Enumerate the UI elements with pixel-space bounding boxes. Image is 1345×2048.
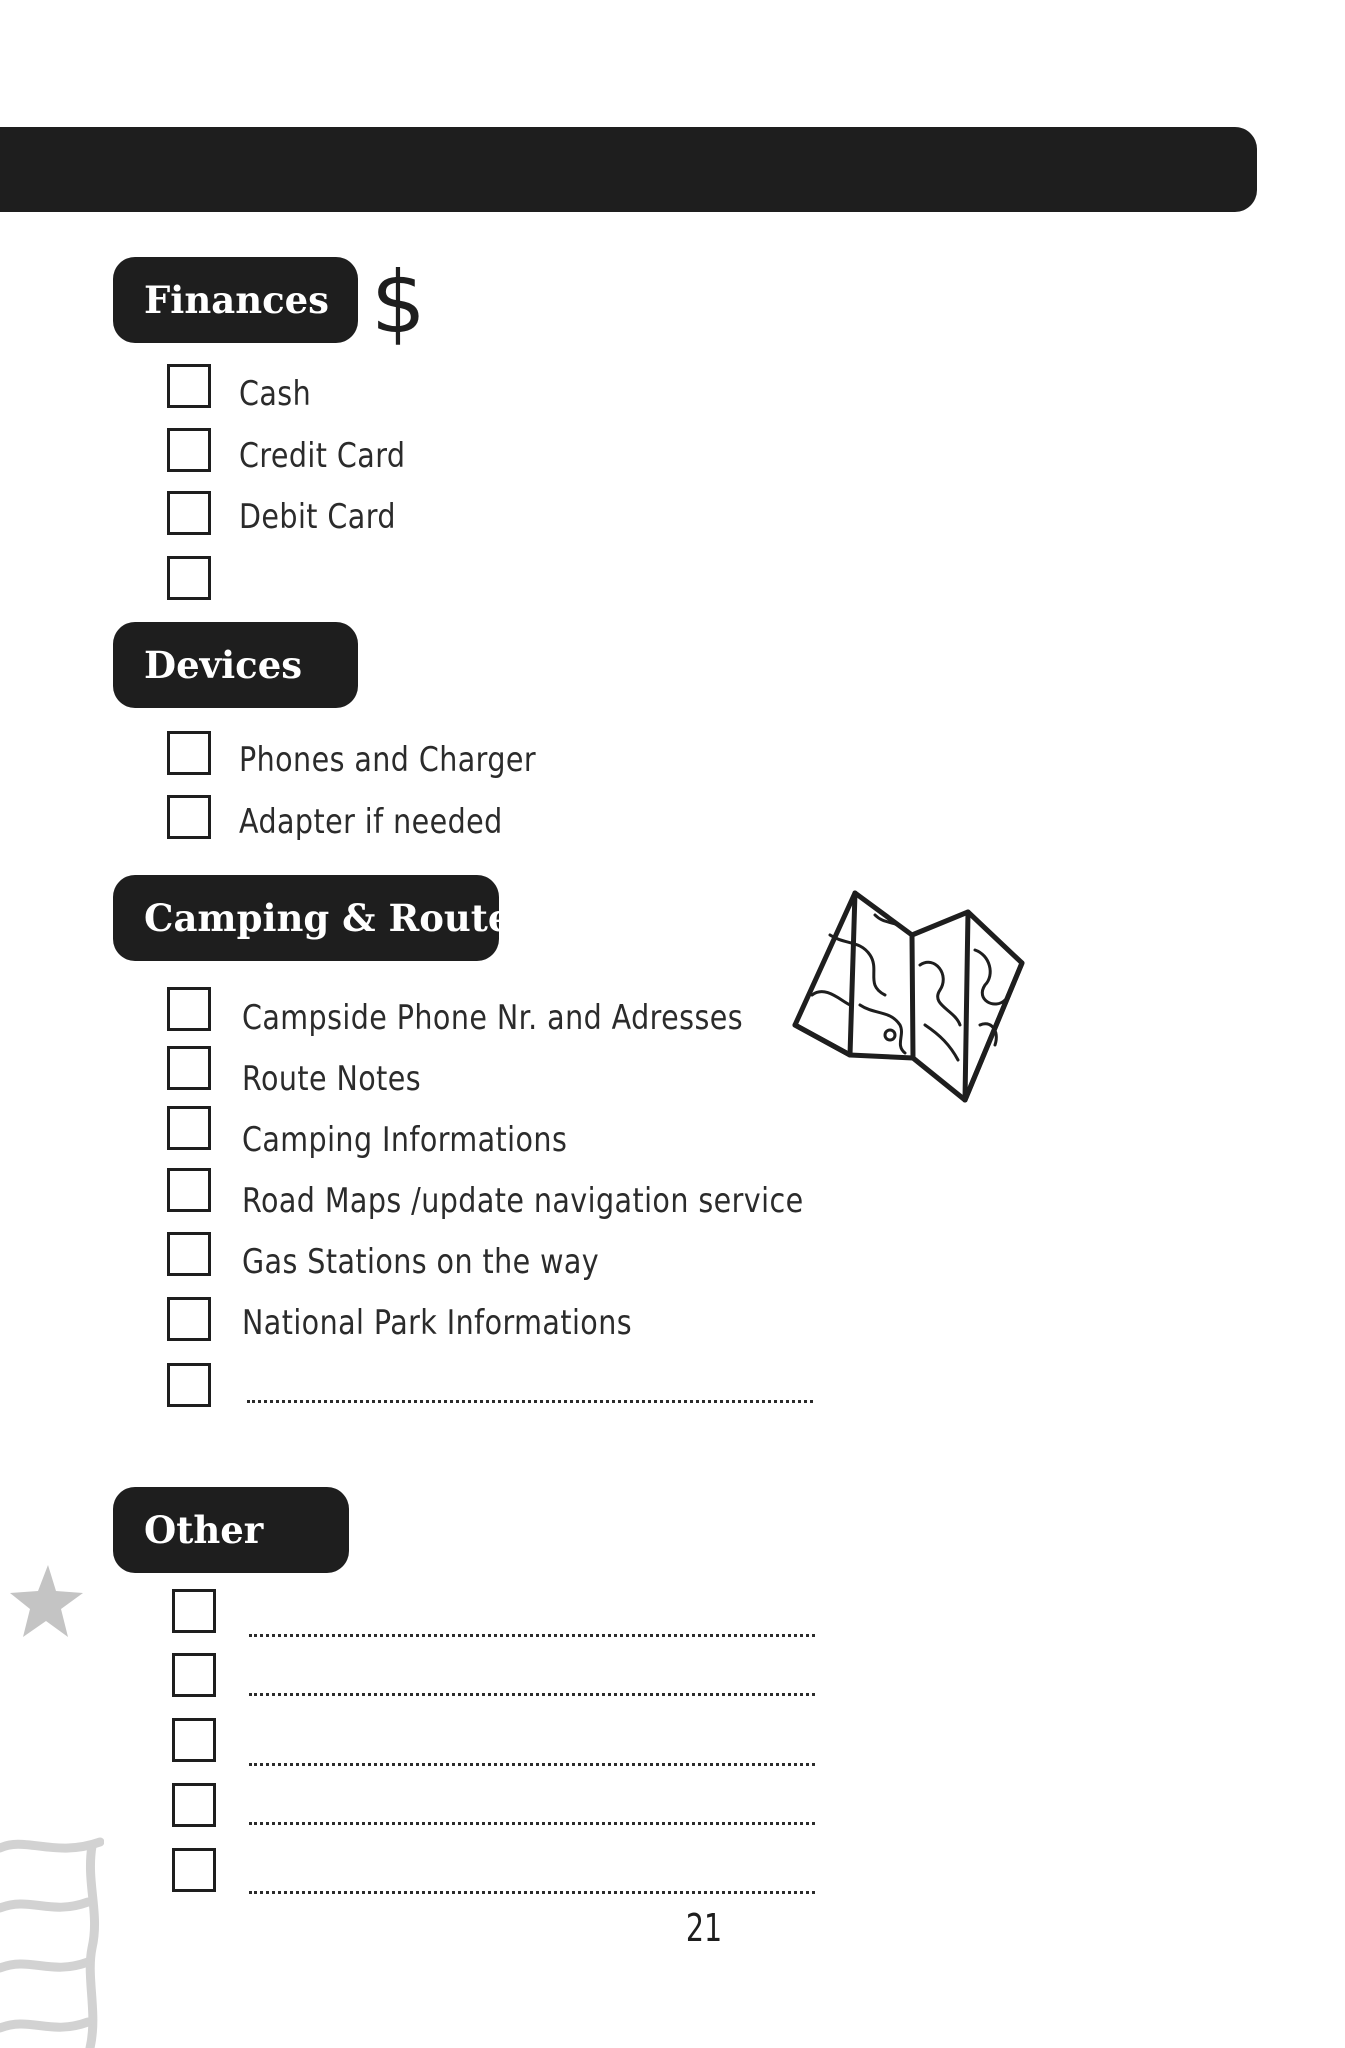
checkbox-finances-blank[interactable]: [167, 556, 211, 600]
checkbox-adapter[interactable]: [167, 795, 211, 839]
page-number: 21: [685, 1906, 723, 1950]
write-in-line[interactable]: [249, 1763, 815, 1766]
item-label: Cash: [239, 374, 312, 414]
write-in-line[interactable]: [249, 1693, 815, 1696]
checkbox-other-5[interactable]: [172, 1848, 216, 1892]
write-in-line[interactable]: [249, 1634, 815, 1637]
checkbox-debit-card[interactable]: [167, 491, 211, 535]
item-label: Debit Card: [239, 497, 396, 537]
checkbox-campsite-phone[interactable]: [167, 987, 211, 1031]
checkbox-road-maps[interactable]: [167, 1168, 211, 1212]
item-label: Gas Stations on the way: [242, 1242, 600, 1282]
checkbox-cash[interactable]: [167, 364, 211, 408]
item-label: Credit Card: [239, 436, 406, 476]
item-label: Camping Informations: [242, 1120, 568, 1160]
write-in-line[interactable]: [249, 1822, 815, 1825]
checkbox-other-3[interactable]: [172, 1718, 216, 1762]
write-in-line[interactable]: [247, 1400, 813, 1403]
item-label: Route Notes: [242, 1059, 422, 1099]
star-icon: [8, 1563, 84, 1643]
checkbox-credit-card[interactable]: [167, 428, 211, 472]
checkbox-national-park[interactable]: [167, 1297, 211, 1341]
checkbox-camping-blank[interactable]: [167, 1363, 211, 1407]
checkbox-phones[interactable]: [167, 731, 211, 775]
checkbox-camping-info[interactable]: [167, 1106, 211, 1150]
section-title-finances: Finances: [113, 257, 358, 343]
checkbox-route-notes[interactable]: [167, 1046, 211, 1090]
write-in-line[interactable]: [249, 1891, 815, 1894]
checkbox-other-4[interactable]: [172, 1783, 216, 1827]
folded-map-icon: [790, 885, 1070, 1115]
checkbox-other-1[interactable]: [172, 1589, 216, 1633]
section-title-camping-route: Camping & Route: [113, 875, 499, 961]
checkbox-other-2[interactable]: [172, 1653, 216, 1697]
wave-decoration-icon: [0, 1828, 104, 2048]
dollar-icon: $: [371, 253, 426, 353]
item-label: Adapter if needed: [239, 802, 503, 842]
item-label: National Park Informations: [242, 1303, 633, 1343]
checkbox-gas-stations[interactable]: [167, 1232, 211, 1276]
section-title-other: Other: [113, 1487, 349, 1573]
item-label: Phones and Charger: [239, 740, 537, 780]
item-label: Road Maps /update navigation service: [242, 1181, 804, 1221]
item-label: Campside Phone Nr. and Adresses: [242, 998, 744, 1038]
section-title-devices: Devices: [113, 622, 358, 708]
header-banner: [0, 127, 1257, 212]
